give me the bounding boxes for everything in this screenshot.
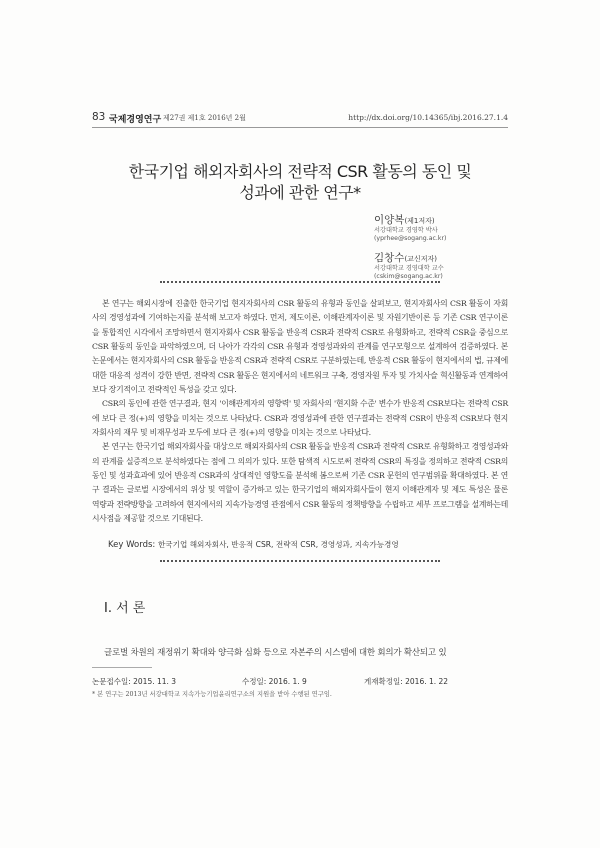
- author-email[interactable]: (yprhee@sogang.ac.kr): [374, 235, 447, 242]
- abstract: [92, 297, 508, 527]
- paper-title: [92, 161, 508, 203]
- body-text: 글로벌 차원의 재정위기 확대와 양극화 심화 등으로 자본주의 시스템에 대한 회의가 확산되고 있: [104, 648, 447, 658]
- author-name: 이양복: [374, 214, 405, 226]
- dotted-divider: [160, 281, 440, 283]
- page-number: 83: [92, 111, 106, 123]
- keywords: [108, 539, 508, 550]
- running-header: [92, 112, 508, 128]
- keywords-label: Key Words:: [108, 540, 156, 550]
- author-affiliation: 서강대학교 경영대학 교수: [374, 265, 444, 272]
- doi-link[interactable]: http://dx.doi.org/10.14365/ibj.2016.27.1.4: [348, 113, 508, 122]
- journal-name: 국제경영연구: [109, 115, 162, 125]
- abstract-paragraph: 본 연구는 해외시장에 진출한 한국기업 현지자회사의 CSR 활동의 유형과 동인을 살펴보고, 현지자회사의 CSR 활동이 자회사의 경영성과에 기여하는지를 분석해 보고자 하였다. 먼저, 제도이론, 이해관계자이론 및 자원기반이론 등 기존 CSR 연구이론을 통합적인 시각에서 조망하면서 현지자회사 CSR 활동을 반응적 CSR과 전략적 CSR로 유형화하고, 전략적 CSR을 중심으로 CSR 활동의 동인을 파악하였으며, 더 나아가 각각의 CSR 유형과 경영성과와의 관계를 연구모형으로 설계하여 검증하였다. 본 논문에서는 현지자회사의 CSR 활동을 반응적 CSR과 전략적 CSR로 구분하였는데, 반응적 CSR 활동이 현지에서의 법, 규제에 대한 대응적 성격이 강한 반면, 전략적 CSR 활동은 현지에서의 네트워크 구축, 경영자원 투자 및 가치사슬 혁신활동과 연계하여 보다 장기적이고 전략적인 특성을 갖고 있다.: [92, 299, 508, 395]
- title-line-2: 성과에 관한 연구*: [239, 183, 361, 202]
- author-block: [374, 212, 446, 243]
- abstract-paragraph: CSR의 동인에 관한 연구결과, 현지 '이해관계자의 영향력' 및 자회사의 '현지화 수준' 변수가 반응적 CSR보다는 전략적 CSR에 보다 큰 정(+)의 영향을 미치는 것으로 나타났다. CSR과 경영성과에 관한 연구결과는 전략적 CSR이 반응적 CSR보다 현지자회사의 재무 및 비재무성과 모두에 보다 큰 정(+)의 영향을 미치는 것으로 나타났다.: [92, 399, 508, 438]
- keywords-value: 한국기업 해외자회사, 반응적 CSR, 전략적 CSR, 경영성과, 지속가능경영: [157, 540, 399, 549]
- author-block: [374, 250, 444, 281]
- revised-date: 수정일: 2016. 1. 9: [242, 677, 307, 686]
- author-role: (제1저자): [404, 217, 435, 225]
- footnote: * 본 연구는 2013년 서강대학교 지속가능기업윤리연구소의 지원을 받아 수행된 연구임.: [92, 691, 332, 698]
- header-rule: [92, 127, 508, 128]
- submitted-date: 논문접수일: 2015. 11. 3: [92, 677, 177, 686]
- dotted-divider: [160, 560, 440, 562]
- title-line-1: 한국기업 해외자회사의 전략적 CSR 활동의 동인 및: [128, 162, 472, 181]
- journal-volume: 제27권 제1호 2016년 2월: [163, 114, 246, 122]
- author-role: (교신저자): [404, 255, 437, 263]
- section-heading: Ⅰ. 서 론: [104, 601, 146, 616]
- footnote-rule: [92, 667, 152, 668]
- author-name: 김창수: [374, 252, 405, 264]
- author-affiliation: 서강대학교 경영학 박사: [374, 227, 438, 234]
- accepted-date: 게재확정일: 2016. 1. 22: [364, 677, 449, 686]
- author-email[interactable]: (cskim@sogang.ac.kr): [374, 273, 443, 280]
- abstract-paragraph: 본 연구는 한국기업 해외자회사를 대상으로 해외자회사의 CSR 활동을 반응적 CSR과 전략적 CSR로 유형화하고 경영성과와의 관계를 실증적으로 분석하였다는 점에 그 의의가 있다. 또한 탐색적 시도로써 전략적 CSR의 특징을 정의하고 전략적 CSR의 동인 및 성과효과에 있어 반응적 CSR과의 상대적인 영향도를 분석해 봄으로써 기존 CSR 문헌의 연구범위를 확대하였다. 본 연구 결과는 글로벌 시장에서의 위상 및 역할이 증가하고 있는 한국기업의 해외자회사들이 현지 이해관계자 및 제도 특성은 물론 역량과 전략방향을 고려하여 현지에서의 지속가능경영 관점에서 CSR 활동의 정책방향을 수립하고 세부 프로그램을 설계하는데 시사점을 제공할 것으로 기대된다.: [92, 442, 508, 524]
